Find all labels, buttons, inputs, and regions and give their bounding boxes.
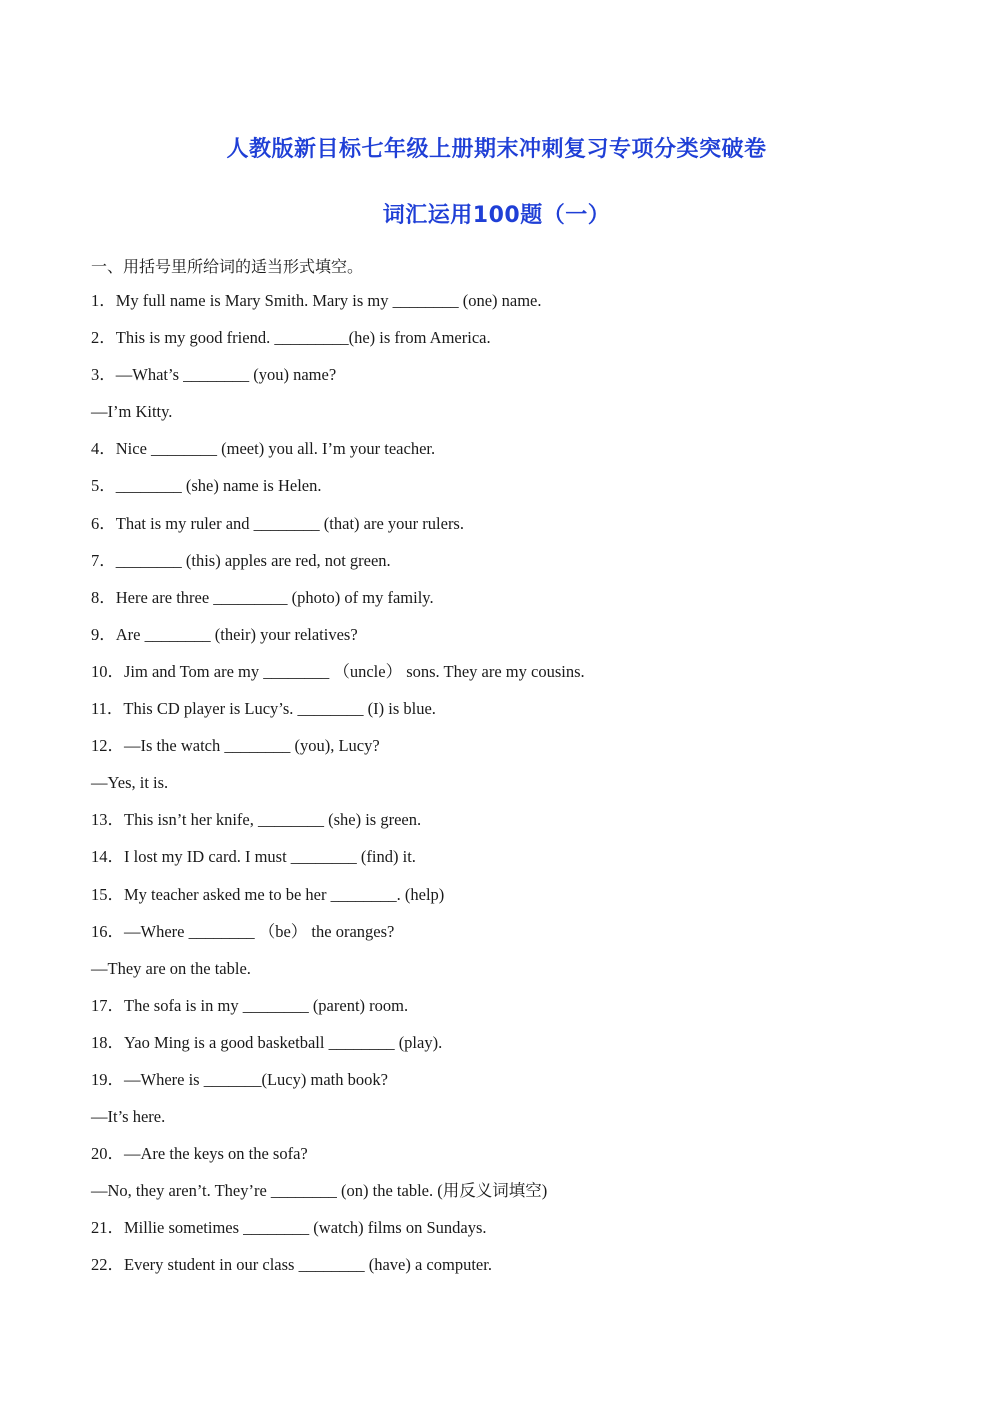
answer-line: —It’s here. bbox=[91, 1107, 166, 1127]
question-line: 22．Every student in our class ________ (have) a computer. bbox=[91, 1255, 492, 1275]
question-line: 2．This is my good friend. _________(he) is from America. bbox=[91, 328, 491, 348]
answer-line: —I’m Kitty. bbox=[91, 402, 173, 422]
section-heading: 一、用括号里所给词的适当形式填空。 bbox=[91, 257, 364, 276]
question-line: 4．Nice ________ (meet) you all. I’m your teacher. bbox=[91, 439, 436, 459]
question-line: 20．—Are the keys on the sofa? bbox=[91, 1144, 308, 1164]
question-line: 19．—Where is _______(Lucy) math book? bbox=[91, 1069, 388, 1089]
answer-line: —They are on the table. bbox=[91, 958, 251, 978]
question-line: 5．________ (she) name is Helen. bbox=[91, 476, 322, 496]
question-line: 17．The sofa is in my ________ (parent) room. bbox=[91, 995, 409, 1015]
question-line: 1．My full name is Mary Smith. Mary is my ________ (one) name. bbox=[91, 291, 542, 310]
question-line: 14．I lost my ID card. I must ________ (find) it. bbox=[91, 847, 416, 867]
question-line: 13．This isn’t her knife, ________ (she) is green. bbox=[91, 810, 422, 830]
question-line: 8．Here are three _________ (photo) of my family. bbox=[91, 587, 434, 607]
answer-line: —Yes, it is. bbox=[91, 773, 169, 793]
question-line: 15．My teacher asked me to be her ________. (help) bbox=[91, 884, 445, 904]
question-line: 3．—What’s ________ (you) name? bbox=[91, 365, 337, 385]
document-title: 人教版新目标七年级上册期末冲刺复习专项分类突破卷 bbox=[226, 137, 767, 162]
question-line: 12．—Is the watch ________ (you), Lucy? bbox=[91, 736, 380, 756]
answer-line: —No, they aren’t. They’re ________ (on) the table. (用反义词填空) bbox=[91, 1181, 548, 1201]
document-subtitle: 词汇运用100题（一） bbox=[382, 203, 611, 228]
question-list bbox=[91, 289, 911, 1291]
question-line: 18．Yao Ming is a good basketball ________ (play). bbox=[91, 1032, 443, 1052]
question-line: 7．________ (this) apples are red, not green. bbox=[91, 550, 391, 570]
question-line: 11．This CD player is Lucy’s. ________ (I) is blue. bbox=[91, 699, 436, 719]
question-line: 21．Millie sometimes ________ (watch) films on Sundays. bbox=[91, 1218, 487, 1238]
question-line: 10．Jim and Tom are my ________ （uncle） sons. They are my cousins. bbox=[91, 661, 585, 681]
question-line: 9．Are ________ (their) your relatives? bbox=[91, 624, 358, 644]
question-line: 6．That is my ruler and ________ (that) are your rulers. bbox=[91, 513, 464, 533]
question-line: 16．—Where ________ （be） the oranges? bbox=[91, 921, 395, 941]
